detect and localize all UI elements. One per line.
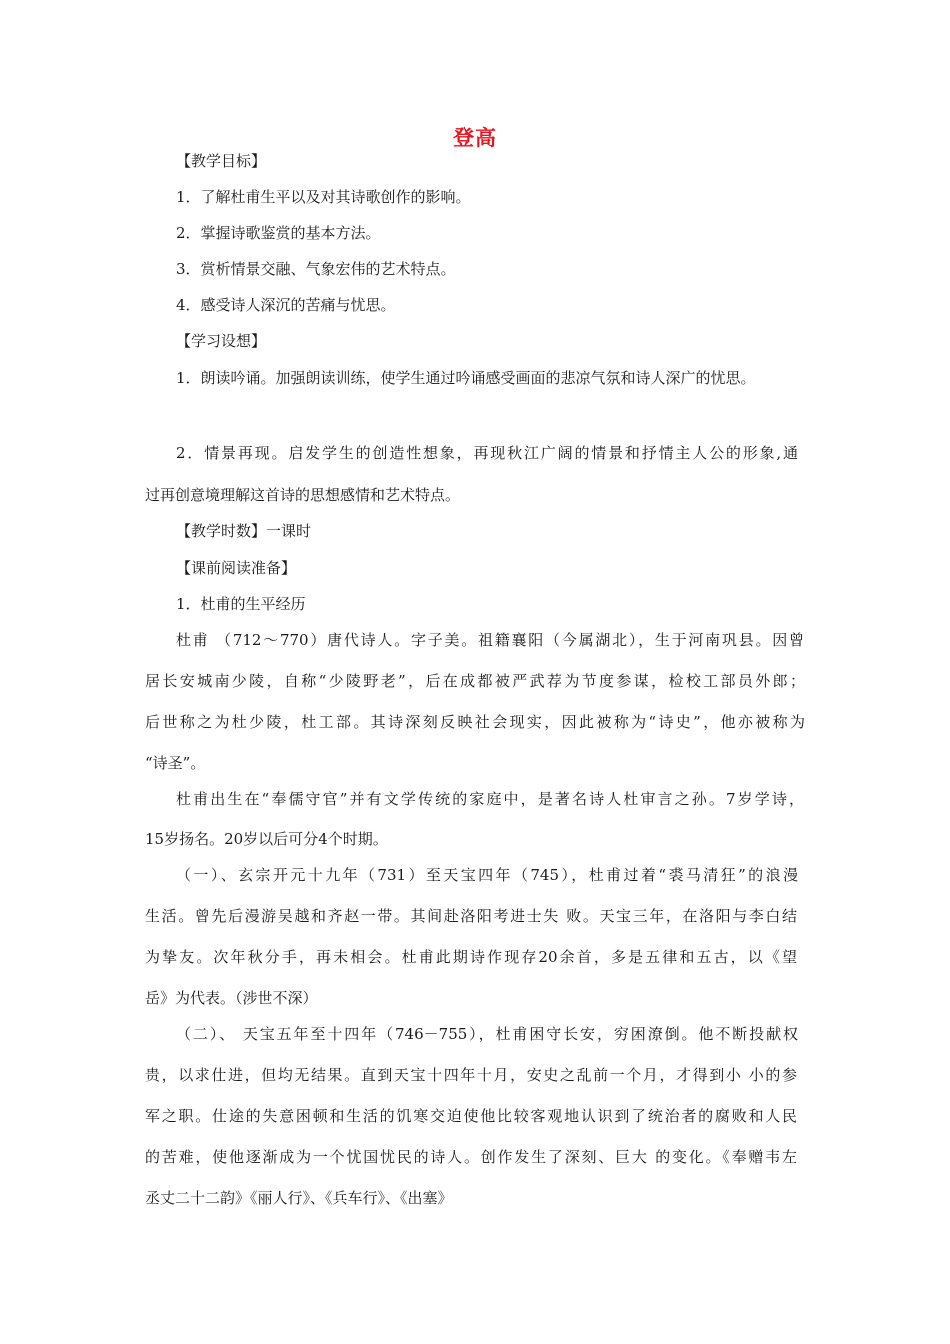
bio-line-1: 杜甫 （712～770）唐代诗人。字子美。祖籍襄阳（今属湖北），生于河南巩县。因曾 <box>176 631 804 649</box>
page-title: 登高 <box>453 126 497 150</box>
subheading-biography: 1．杜甫的生平经历 <box>176 595 306 613</box>
objective-2: 2．掌握诗歌鉴赏的基本方法。 <box>176 224 381 242</box>
period-2-line-2: 贵，以求仕进，但均无结果。直到天宝十四年十月，安史之乱前一个月，才得到小 小的参 <box>145 1066 797 1084</box>
objective-4: 4．感受诗人深沉的苦痛与忧思。 <box>176 296 396 314</box>
period-2-line-5: 丞丈二十二韵》《丽人行》、《兵车行》、《出塞》 <box>145 1189 453 1207</box>
plan-2-line-1: 2．情景再现。启发学生的创造性想象，再现秋江广阔的情景和抒情主人公的形象,通 <box>176 444 798 462</box>
period-1-line-2: 生活。曾先后漫游吴越和齐赵一带。其间赴洛阳考进士失 败。天宝三年，在洛阳与李白结 <box>145 907 797 925</box>
period-2-line-3: 军之职。仕途的失意困顿和生活的饥寒交迫使他比较客观地认识到了统治者的腐败和人民 <box>145 1107 797 1125</box>
objective-1: 1．了解杜甫生平以及对其诗歌创作的影响。 <box>176 188 471 206</box>
bio-line-3: 后世称之为杜少陵，杜工部。其诗深刻反映社会现实，因此被称为“诗史”，他亦被称为 <box>145 713 805 731</box>
section-heading-plan: 【学习设想】 <box>176 332 267 350</box>
bio-line-2: 居长安城南少陵，自称“少陵野老”，后在成都被严武荐为节度参谋，检校工部员外郎； <box>145 672 805 690</box>
family-line-2: 15岁扬名。20岁以后可分4个时期。 <box>145 830 388 848</box>
section-heading-objectives: 【教学目标】 <box>176 152 267 170</box>
period-1-line-1: （一）、玄宗开元十九年（731）至天宝四年（745），杜甫过着“裘马清狂”的浪漫 <box>176 866 798 884</box>
period-1-line-4: 岳》为代表。（涉世不深） <box>145 989 318 1007</box>
period-1-line-3: 为挚友。次年秋分手，再未相会。杜甫此期诗作现存20余首，多是五律和五古，以《望 <box>145 948 797 966</box>
plan-1: 1．朗读吟诵。加强朗读训练，使学生通过吟诵感受画面的悲凉气氛和诗人深广的忧思。 <box>176 369 756 387</box>
section-heading-hours: 【教学时数】一课时 <box>176 522 312 540</box>
plan-2-line-2: 过再创意境理解这首诗的思想感情和艺术特点。 <box>145 486 461 504</box>
period-2-line-1: （二）、 天宝五年至十四年（746－755），杜甫困守长安，穷困潦倒。他不断投献权 <box>176 1025 798 1043</box>
section-heading-reading: 【课前阅读准备】 <box>176 559 297 577</box>
bio-line-4: “诗圣”。 <box>145 754 206 772</box>
family-line-1: 杜甫出生在“奉儒守官”并有文学传统的家庭中，是著名诗人杜审言之孙。7岁学诗， <box>176 790 804 808</box>
objective-3: 3．赏析情景交融、气象宏伟的艺术特点。 <box>176 260 456 278</box>
period-2-line-4: 的苦难，使他逐渐成为一个忧国忧民的诗人。创作发生了深刻、巨大 的变化。《奉赠韦左 <box>145 1148 797 1166</box>
